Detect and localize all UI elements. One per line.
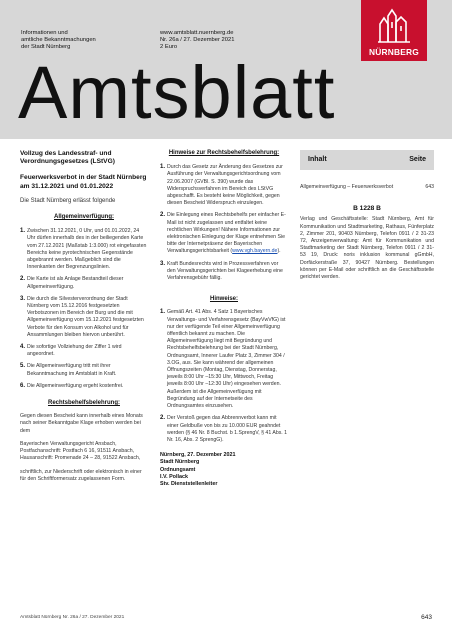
footer-left: Amtsblatt Nürnberg Nr. 26a / 27. Dezember 2021 — [20, 615, 125, 620]
masthead-band — [0, 0, 452, 139]
column-1 — [20, 150, 148, 489]
signature-block — [160, 452, 288, 488]
column-3 — [300, 150, 434, 281]
header-issue: Nr. 26a / 27. Dezember 2021 — [160, 37, 235, 43]
sign-org2: Ordnungsamt — [160, 466, 196, 473]
list-item: 1. Zwischen 31.12.2021, 0 Uhr, und 01.01.2022, 24 Uhr dürfen innerhalb des in der beiliegenden Karte vom 27.12.2021 (Maßstab 1:3.000) rot eingefassten Bereichs keine pyrotechnischen Gegenstände abgebrannt werden. Maßgeblich sind die Innenkanten der Begrenzungslinien. — [20, 228, 147, 271]
hints-list — [160, 164, 288, 282]
section-rechtsbehelfsbelehrung: Rechtsbehelfsbelehrung: — [47, 400, 120, 407]
list-item: 1. Durch das Gesetz zur Änderung des Gesetzes zur Ausführung der Verwaltungsgerichtsordnung vom 22.06.2007 (GVBl. S. 390) wurde das Widerspruchsverfahren im Bereich des LStVG abgeschafft. Es besteht keine Möglichkeit, gegen diesen Bescheid Widerspruch einzulegen. — [160, 164, 283, 207]
toc-title: Inhalt — [308, 156, 327, 164]
header-left-line3: der Stadt Nürnberg — [21, 44, 71, 50]
masthead-title: Amtsblatt — [18, 51, 336, 134]
section-hinweise: Hinweise: — [209, 296, 238, 303]
list-item: 3. Kraft Bundesrechts wird in Prozessverfahren vor den Verwaltungsgerichten bei Klageerhebung eine Verfahrensgebühr fällig. — [160, 260, 283, 282]
sign-role: Stv. Dienststellenleiter — [160, 480, 218, 487]
page-footer — [20, 614, 432, 621]
article-subtitle: Feuerwerksverbot in der Stadt Nürnberg am 31.12.2021 und 01.01.2022 — [20, 174, 147, 190]
header-url[interactable]: www.amtsblatt.nuernberg.de — [160, 30, 234, 36]
header-price: 2 Euro — [160, 44, 178, 50]
publisher-info: Verlag und Geschäftsstelle: Stadt Nürnberg, Amt für Kommunikation und Stadtmarketing, Rathaus, Fünferplatz 2, Zimmer 201, 90403 Nürnberg, Telefon 0911 / 2 31-23 72, Anzeigenverwaltung: Amt für Kommunikation und Stadtmarketing der Stadt Nürnberg, Telefon 0911 / 2 31-53 19, Druck: noris inklusion kommunal gGmbH, Dorfäckerstraße 37, 90427 Nürnberg. Bestellungen können per E-Mail oder schriftlich an die Geschäftsstelle gerichtet werden. — [300, 216, 434, 281]
article-title: Vollzug des Landesstraf- und Verordnungsgesetzes (LStVG) — [20, 150, 115, 166]
header-issue-info — [160, 30, 234, 51]
page-number: 643 — [421, 614, 432, 621]
article-intro: Die Stadt Nürnberg erlässt folgende — [20, 197, 116, 204]
sign-name: I.V. Pollack — [160, 473, 188, 480]
rb-paragraph-2: Bayerischen Verwaltungsgericht Ansbach, Postfachanschrift: Postfach 6 16, 91511 Ansbach, Hausanschrift: Promenade 24 – 28, 91522 Ansbach, — [20, 440, 141, 462]
toc-header — [300, 150, 434, 170]
logo-text: NÜRNBERG — [369, 47, 419, 57]
list-item: 2. Der Verstoß gegen das Abbrennverbot kann mit einer Geldbuße von bis zu 10.000 EUR geahndet werden (§ 46 Nr. 8 Buchst. b 1.SprengV, § 41 Abs. 1 Nr. 16, Abs. 2 SprengG). — [160, 415, 288, 443]
list-item: 3. Die durch die Silvesterverordnung der Stadt Nürnberg vom 15.12.2016 festgesetzten Verbotszonen im Bereich der Burg und die mit Allgemeinverfügung vom 15.12.2021 festgesetzten Verbote für den Konsum von Alkohol und für Ansammlungen bleiben hiervon unberührt. — [20, 295, 144, 338]
list-item: 4. Die sofortige Vollziehung der Ziffer 1 wird angeordnet. — [20, 344, 122, 358]
toc-entry-page: 643 — [425, 184, 434, 190]
section-allgemeinverfuegung: Allgemeinverfügung: — [53, 214, 114, 221]
list-item: 2. Die Karte ist als Anlage Bestandteil dieser Allgemeinverfügung. — [20, 276, 124, 290]
toc-page-label: Seite — [409, 156, 426, 164]
rb-paragraph-3: schriftlich, zur Niederschrift oder elektronisch in einer für den Schriftformersatz zugelassenen Form. — [20, 468, 142, 482]
toc-entry[interactable] — [300, 184, 434, 191]
list-item: 5. Die Allgemeinverfügung tritt mit ihrer Bekanntmachung im Amtsblatt in Kraft. — [20, 363, 117, 377]
rb-paragraph-1: Gegen diesen Bescheid kann innerhalb eines Monats nach seiner Bekanntgabe Klage erhoben werden bei dem — [20, 413, 143, 434]
header-left-info — [21, 30, 96, 51]
decree-list — [20, 228, 148, 390]
list-item: 6. Die Allgemeinverfügung ergeht kostenfrei. — [20, 382, 124, 389]
sign-org1: Stadt Nürnberg — [160, 459, 200, 466]
vgh-link[interactable]: www.vgh.bayern.de — [232, 248, 278, 255]
b-number: B 1228 B — [353, 205, 381, 213]
toc-entry-title: Allgemeinverfügung – Feuerwerksverbot — [300, 184, 394, 190]
castle-icon — [377, 8, 411, 44]
header-left-line2: amtliche Bekanntmachungen — [21, 37, 96, 43]
nuernberg-logo — [361, 0, 427, 61]
column-2 — [160, 150, 288, 488]
list-item: 1. Gemäß Art. 41 Abs. 4 Satz 1 Bayerisches Verwaltungs- und Verfahrensgesetz (BayVwVfG) ist nur der verfügende Teil einer Allgemeinverfügung öffentlich bekannt zu machen. Die Allgemeinverfügung liegt mit Begründung und Rechtsbehelfsbelehrung bei der Stadt Nürnberg, Ordnungsamt, Innerer Laufer Platz 3, Zimmer 304 / 3.OG, aus. Sie kann während der allgemeinen Öffnungszeiten (Montag, Dienstag, Donnerstag, jeweils 8:00 Uhr –15:30 Uhr, Mittwoch, Freitag jeweils 8:00 Uhr –12:30 Uhr) eingesehen werden. Außerdem ist die Allgemeinverfügung mit Begründung auf der Internetseite des Ordnungsamtes einzusehen. — [160, 309, 286, 410]
notes-list — [160, 309, 288, 444]
sign-date: Nürnberg, 27. Dezember 2021 — [160, 452, 236, 459]
header-left-line1: Informationen und — [21, 30, 68, 36]
section-hinweise-rb: Hinweise zur Rechtsbehelfsbelehrung: — [168, 150, 280, 156]
list-item: 2. Die Einlegung eines Rechtsbehelfs per einfacher E-Mail ist nicht zugelassen und entfaltet keine rechtlichen Wirkungen! Nähere Informationen zur elektronischen Einlegung der Klage entnehmen Sie bitte der Internetpräsenz der Bayerischen Verwaltungsgerichtsbarkeit (www.vgh.bayern.de). — [160, 212, 286, 255]
